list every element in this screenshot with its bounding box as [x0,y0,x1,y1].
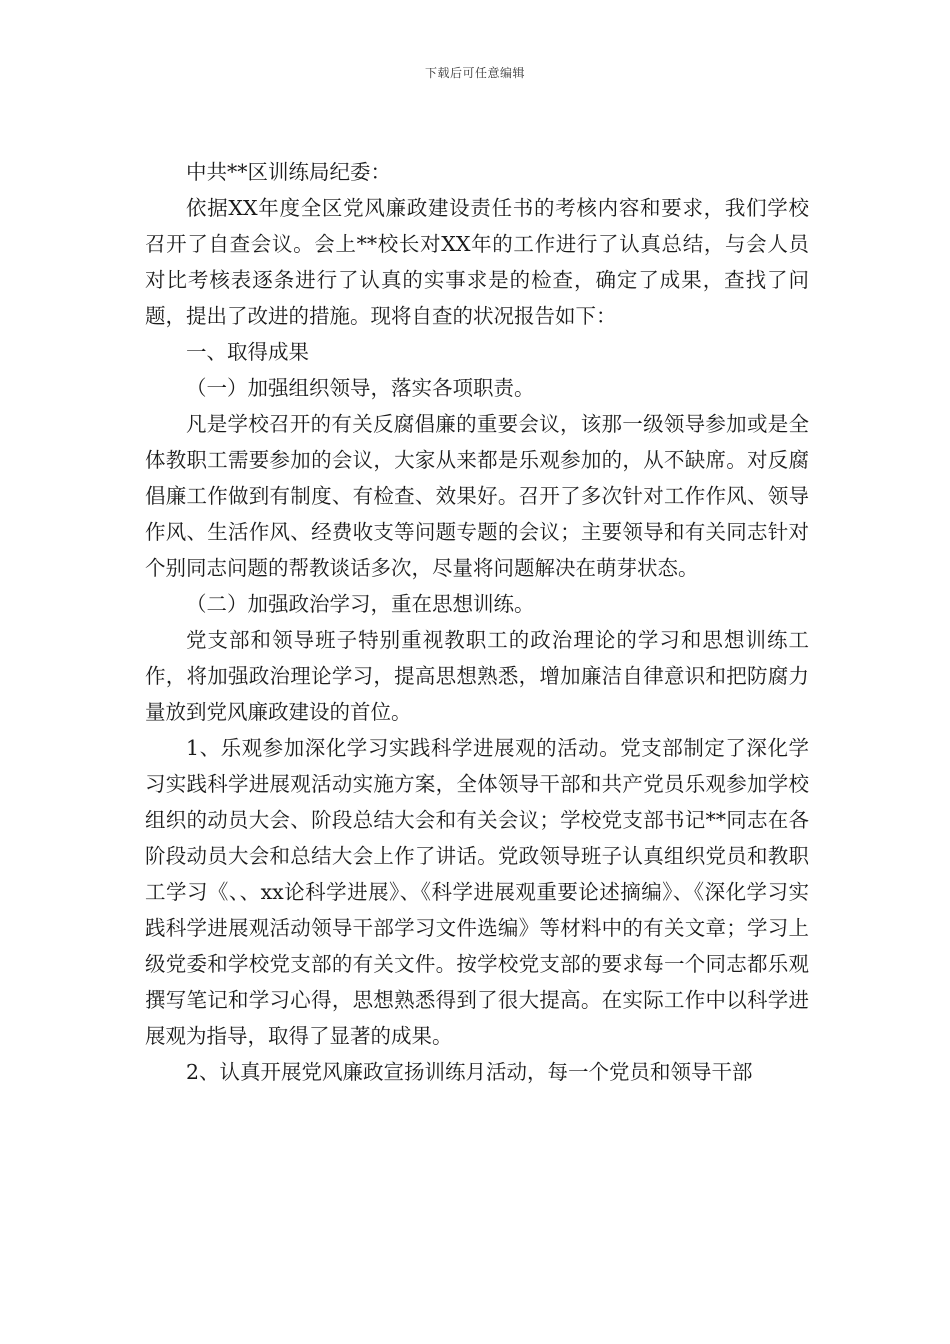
subsection-heading-2: （二）加强政治学习，重在思想训练。 [186,592,535,616]
salutation: 中共**区训练局纪委： [186,160,391,184]
numbered-item-1: 1、乐观参加深化学习实践科学进展观的活动。党支部制定了深化学习实践科学进展观活动实施方案，全体领导干部和共产党员乐观参加学校组织的动员大会、阶段总结大会和有关会议；学校党支部书记**同志在各阶段动员大会和总结大会上作了讲话。党政领导班子认真组织党员和教职工学习《、、xx论科学进展》、《科学进展观重要论述摘编》、《深化学习实践科学进展观活动领导干部学习文件选编》等材料中的有关文章；学习上级党委和学校党支部的有关文件。按学校党支部的要求每一个同志都乐观撰写笔记和学习心得，思想熟悉得到了很大提高。在实际工作中以科学进展观为指导，取得了显著的成果。 [145,736,809,1048]
document-body [145,154,809,1090]
body-paragraph: 党支部和领导班子特别重视教职工的政治理论的学习和思想训练工作，将加强政治理论学习，提高思想熟悉，增加廉洁自律意识和把防腐力量放到党风廉政建设的首位。 [145,628,809,724]
intro-paragraph: 依据XX年度全区党风廉政建设责任书的考核内容和要求，我们学校召开了自查会议。会上**校长对XX年的工作进行了认真总结，与会人员对比考核表逐条进行了认真的实事求是的检查，确定了成果，查找了问题，提出了改进的措施。现将自查的状况报告如下： [145,196,809,328]
numbered-item-2: 2、认真开展党风廉政宣扬训练月活动，每一个党员和领导干部 [186,1060,753,1084]
section-heading-achievements: 一、取得成果 [186,340,309,364]
subsection-heading-1: （一）加强组织领导，落实各项职责。 [186,376,535,400]
page-header: 下载后可任意编辑 [424,66,525,80]
body-paragraph: 凡是学校召开的有关反腐倡廉的重要会议，该那一级领导参加或是全体教职工需要参加的会议，大家从来都是乐观参加的，从不缺席。对反腐倡廉工作做到有制度、有检查、效果好。召开了多次针对工作作风、领导作风、生活作风、经费收支等问题专题的会议；主要领导和有关同志针对个别同志问题的帮教谈话多次，尽量将问题解决在萌芽状态。 [145,412,809,580]
